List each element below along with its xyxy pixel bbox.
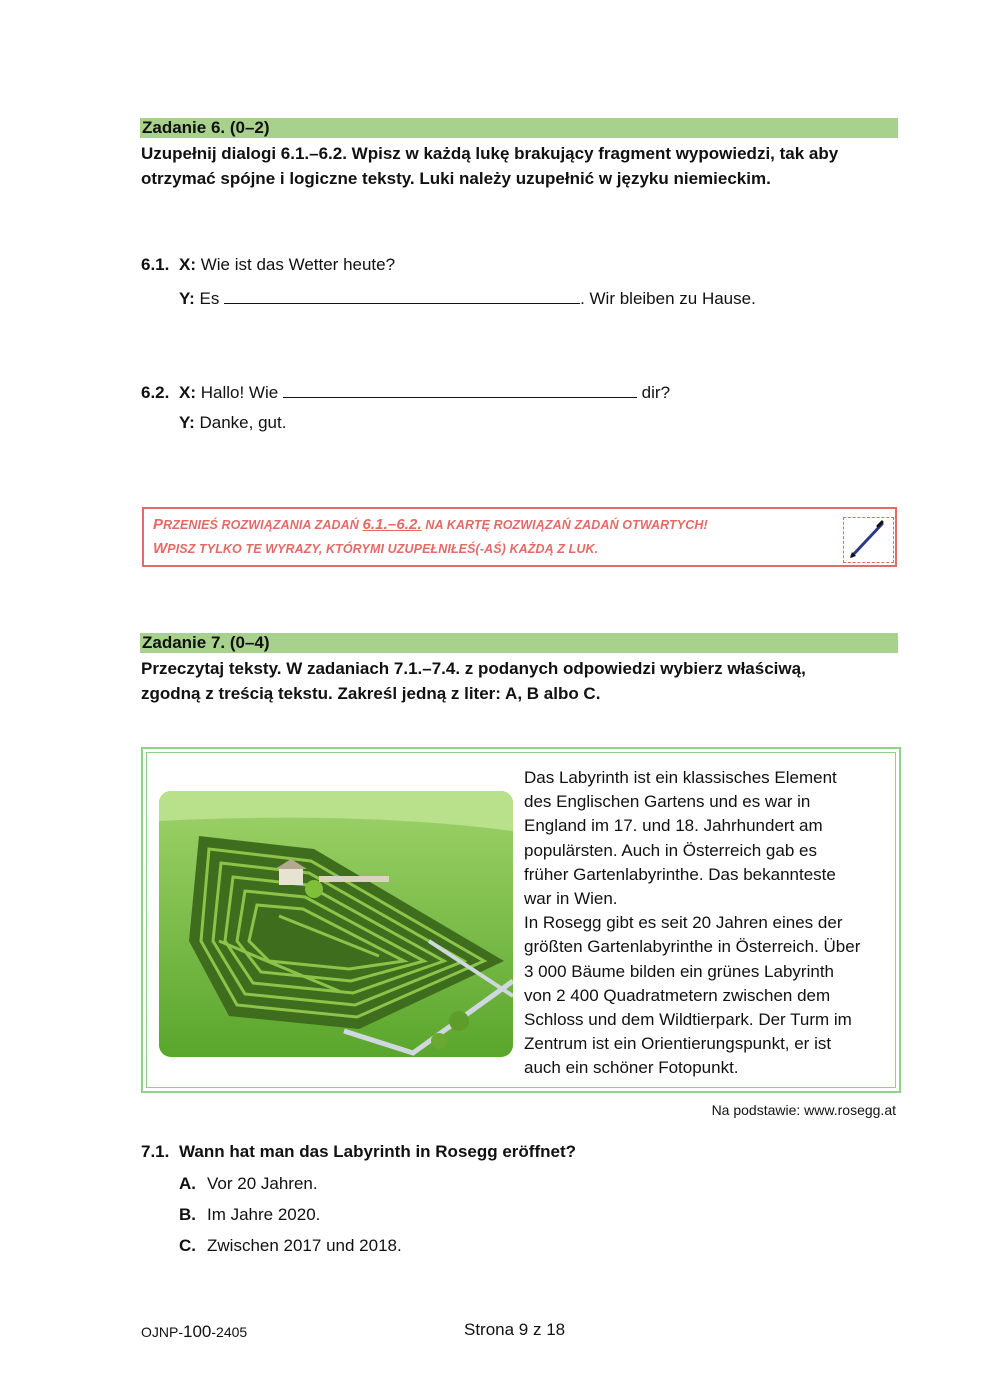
reading-line: England im 17. und 18. Jahrhundert am <box>524 816 823 836</box>
exam-code-part: OJNP- <box>141 1324 183 1340</box>
option-letter[interactable]: B. <box>179 1205 196 1224</box>
dialog-6-2-y <box>179 412 286 434</box>
task-7-instruction <box>141 656 901 706</box>
item-number: 6.1. <box>141 255 170 274</box>
instruction-line: otrzymać spójne i logiczne teksty. Luki należy uzupełnić w języku niemieckim. <box>141 169 771 188</box>
exam-code-part: -2405 <box>211 1324 248 1340</box>
option-letter[interactable]: A. <box>179 1174 196 1193</box>
task-6-instruction <box>141 141 901 191</box>
reading-line: von 2 400 Quadratmetern zwischen dem <box>524 985 831 1005</box>
exam-code <box>141 1322 247 1342</box>
option-text: Zwischen 2017 und 2018. <box>207 1236 402 1255</box>
option-text: Im Jahre 2020. <box>207 1205 321 1224</box>
reading-text-box <box>141 747 901 1093</box>
dialog-6-2-x <box>141 380 670 404</box>
instruction-line: zgodną z treścią tekstu. Zakreśl jedną z liter: A, B albo C. <box>141 684 601 703</box>
option-letter[interactable]: C. <box>179 1236 196 1255</box>
speaker-x: X: <box>179 255 196 274</box>
notice-cap: W <box>153 540 168 557</box>
dialog-6-1-x <box>141 254 395 276</box>
notice-line-2 <box>153 541 598 557</box>
speaker-y: Y: <box>179 289 195 308</box>
answer-option-c[interactable] <box>179 1235 402 1257</box>
reading-line: Zentrum ist ein Orientierungspunkt, er ist <box>524 1034 832 1054</box>
answer-blank-6-2[interactable] <box>283 380 637 398</box>
reading-line: populärsten. Auch in Österreich gab es <box>524 840 817 860</box>
reading-line: früher Gartenlabyrinthe. Das bekannteste <box>524 864 836 884</box>
pen-icon <box>843 517 894 563</box>
reading-line: Das Labyrinth ist ein klassisches Element <box>524 768 837 787</box>
labyrinth-photo <box>159 791 513 1057</box>
dialog-text: dir? <box>641 383 671 402</box>
instruction-line: Przeczytaj teksty. W zadaniach 7.1.–7.4. z podanych odpowiedzi wybierz właściwą, <box>141 659 806 678</box>
item-number: 6.2. <box>141 383 170 402</box>
notice-text: PISZ TYLKO TE WYRAZY, KTÓRYMI UZUPEŁNIŁEŚ(-AŚ) KAŻDĄ Z LUK. <box>167 542 599 556</box>
answer-option-b[interactable] <box>179 1204 320 1226</box>
speaker-y: Y: <box>179 413 195 432</box>
question-number: 7.1. <box>141 1142 170 1161</box>
answer-option-a[interactable] <box>179 1173 318 1195</box>
instruction-line: Uzupełnij dialogi 6.1.–6.2. Wpisz w każdą lukę brakujący fragment wypowiedzi, tak aby <box>141 144 839 163</box>
task-6-header: Zadanie 6. (0–2) <box>140 118 898 138</box>
transfer-answers-notice <box>142 507 897 567</box>
reading-line: 3 000 Bäume bilden ein grünes Labyrinth <box>524 961 834 981</box>
notice-line-1 <box>153 517 708 533</box>
task-7-header: Zadanie 7. (0–4) <box>140 633 898 653</box>
speaker-x: X: <box>179 383 196 402</box>
notice-cap: P <box>153 516 164 533</box>
reading-line: war in Wien. <box>524 889 618 909</box>
dialog-text: Wie ist das Wetter heute? <box>200 255 396 274</box>
reading-line: auch ein schöner Fotopunkt. <box>524 1058 739 1078</box>
reading-line: Schloss und dem Wildtierpark. Der Turm im <box>524 1010 852 1030</box>
question-7-1 <box>141 1141 576 1163</box>
reading-line: größten Gartenlabyrinthe in Österreich. Über <box>524 937 861 957</box>
notice-task-ref: 6.1.–6.2. <box>362 516 422 533</box>
source-note: Na podstawie: www.rosegg.at <box>711 1102 896 1118</box>
notice-text: RZENIEŚ ROZWIĄZANIA ZADAŃ <box>163 518 363 532</box>
dialog-6-1-y <box>179 286 756 310</box>
dialog-text: Es <box>199 289 220 308</box>
page-number: Strona 9 z 18 <box>464 1320 566 1339</box>
dialog-text: . Wir bleiben zu Hause. <box>580 289 756 308</box>
option-text: Vor 20 Jahren. <box>207 1174 318 1193</box>
question-text: Wann hat man das Labyrinth in Rosegg eröffnet? <box>179 1142 577 1161</box>
reading-text <box>524 766 899 1081</box>
exam-code-part: 100 <box>183 1322 212 1341</box>
dialog-text: Hallo! Wie <box>200 383 279 402</box>
answer-blank-6-1[interactable] <box>224 286 580 304</box>
notice-text: NA KARTĘ ROZWIĄZAŃ ZADAŃ OTWARTYCH! <box>421 518 708 532</box>
reading-line: In Rosegg gibt es seit 20 Jahren eines der <box>524 913 843 933</box>
dialog-text: Danke, gut. <box>199 413 287 432</box>
reading-line: des Englischen Gartens und es war in <box>524 792 811 812</box>
